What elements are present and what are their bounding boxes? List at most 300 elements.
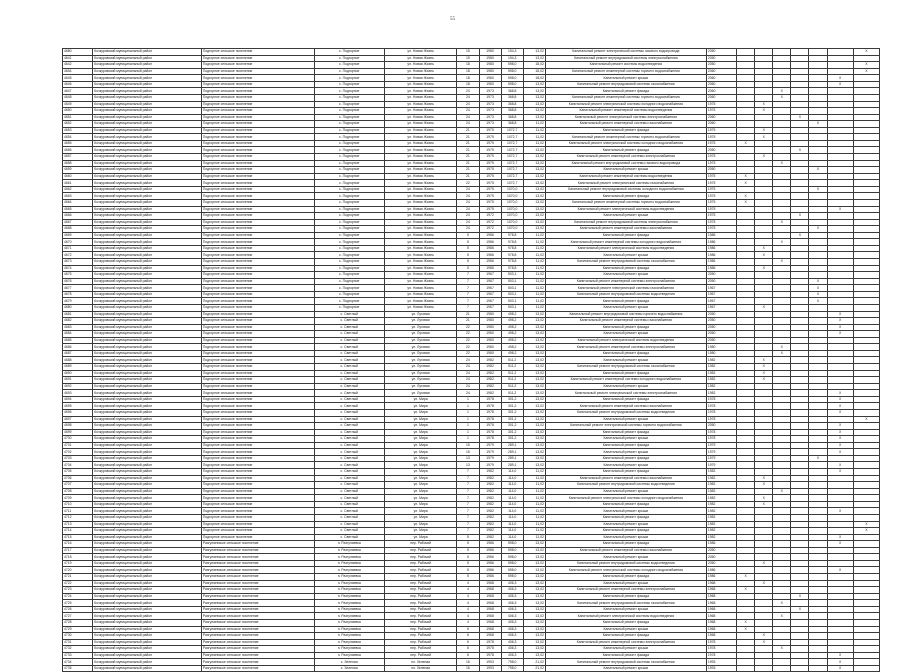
area-cell: 598,0 (501, 81, 523, 88)
street-cell: ул. Мира (384, 534, 456, 541)
cost-cell: 13,02 (523, 580, 545, 587)
street-cell: ул. Мира (384, 416, 456, 423)
area-cell: 511,2 (501, 383, 523, 390)
work-type-cell: Капитальный ремонт электрической системы водоотведения (545, 613, 706, 620)
work-type-cell: Капитальный ремонт крыши (545, 304, 706, 311)
settlement-cell: Подгорное сельское поселение (201, 81, 314, 88)
planned-period-cell: 1975 (706, 226, 736, 233)
locality-cell: с. Подгорное (314, 291, 384, 298)
period-mark-cell: X (737, 180, 755, 187)
locality-cell: с. Подгорное (314, 134, 384, 141)
planned-period-cell: 1986 (706, 245, 736, 252)
street-cell: ул. Новая Жизнь (384, 252, 456, 259)
street-cell: ул. Новая Жизнь (384, 81, 456, 88)
settlement-cell: Подгорное сельское поселение (201, 272, 314, 279)
planned-period-cell: 1979 (706, 442, 736, 449)
work-type-cell: Капитальный ремонт крыши (545, 383, 706, 390)
district-cell: Кочкуровский муниципальный район (93, 108, 202, 115)
locality-cell: с. Подгорное (314, 186, 384, 193)
planned-period-cell: 1978 (706, 416, 736, 423)
period-mark-cell: X (827, 409, 853, 416)
work-type-cell: Капитальный ремонт крыши (545, 521, 706, 528)
street-cell: ул. Новая Жизнь (384, 140, 456, 147)
house-number-cell: 7 (457, 495, 479, 502)
house-number-cell: 24 (457, 193, 479, 200)
cost-cell: 13,02 (523, 160, 545, 167)
period-mark-cell: X (853, 416, 879, 423)
work-type-cell: Капитальный ремонт электрической системы газового водопровода (545, 49, 706, 56)
house-number-cell: 7 (457, 521, 479, 528)
area-cell: 406,3 (501, 600, 523, 607)
row-number: 4733 (63, 652, 93, 659)
cost-cell: 13,02 (523, 377, 545, 384)
work-type-cell: Капитальный ремонт внутридомовой системы водоотведения (545, 409, 706, 416)
cost-cell: 13,02 (523, 383, 545, 390)
locality-cell: с. Светлый (314, 442, 384, 449)
planned-period-cell: 2060 (706, 75, 736, 82)
year-built-cell: 1967 (479, 291, 501, 298)
locality-cell: с. Подгорное (314, 259, 384, 266)
street-cell: ул. Мира (384, 482, 456, 489)
district-cell: Кочкуровский муниципальный район (93, 508, 202, 515)
house-number-cell: 24 (457, 206, 479, 213)
row-number: 4678 (63, 291, 93, 298)
work-type-cell: Капитальный ремонт электрической системы электроснабжения (545, 114, 706, 121)
street-cell: ул. Новая Жизнь (384, 55, 456, 62)
street-cell: ул. Новая Жизнь (384, 75, 456, 82)
street-cell: ул. Новая Жизнь (384, 278, 456, 285)
house-number-cell: 7 (457, 285, 479, 292)
period-mark-cell: X (809, 285, 827, 292)
district-cell: Кочкуровский муниципальный район (93, 554, 202, 561)
district-cell: Кочкуровский муниципальный район (93, 127, 202, 134)
locality-cell: с. Светлый (314, 416, 384, 423)
district-cell: Кочкуровский муниципальный район (93, 160, 202, 167)
row-number: 4697 (63, 416, 93, 423)
locality-cell: с. Светлый (314, 429, 384, 436)
locality-cell: с. Подгорное (314, 180, 384, 187)
row-number: 4677 (63, 285, 93, 292)
district-cell: Кочкуровский муниципальный район (93, 574, 202, 581)
cost-cell: 13,02 (523, 626, 545, 633)
settlement-cell: Подгорное сельское поселение (201, 508, 314, 515)
street-cell: ул. Новая Жизнь (384, 127, 456, 134)
planned-period-cell: 1982 (706, 482, 736, 489)
planned-period-cell: 1986 (706, 567, 736, 574)
area-cell: 598,0 (501, 547, 523, 554)
district-cell: Кочкуровский муниципальный район (93, 173, 202, 180)
area-cell: 1072,7 (501, 134, 523, 141)
work-type-cell: Капитальный ремонт внутридомовой системы холодного водоснабжения (545, 186, 706, 193)
planned-period-cell: 1982 (706, 528, 736, 535)
settlement-cell: Подгорное сельское поселение (201, 167, 314, 174)
row-number: 4692 (63, 383, 93, 390)
locality-cell: с. Подгорное (314, 213, 384, 220)
period-mark-cell: X (809, 167, 827, 174)
cost-cell: 13,02 (523, 554, 545, 561)
year-built-cell: 1980 (479, 350, 501, 357)
period-mark-cell: X (827, 206, 853, 213)
street-cell: пер. Рабочий (384, 574, 456, 581)
area-cell: 368,8 (501, 101, 523, 108)
locality-cell: с. Подгорное (314, 304, 384, 311)
district-cell: Кочкуровский муниципальный район (93, 521, 202, 528)
year-built-cell: 1968 (479, 600, 501, 607)
cost-cell: 11,02 (523, 232, 545, 239)
locality-cell: с. Подгорное (314, 272, 384, 279)
planned-period-cell: 1978 (706, 403, 736, 410)
house-number-cell: 21 (457, 167, 479, 174)
period-mark-cell: X (791, 114, 809, 121)
settlement-cell: Подгорное сельское поселение (201, 429, 314, 436)
work-type-cell: Капитальный ремонт инженерной системы горячего водоснабжения (545, 68, 706, 75)
work-type-cell: Капитальный ремонт инженерной системы горячего водоснабжения (545, 134, 706, 141)
house-number-cell: 7 (457, 469, 479, 476)
cost-cell: 13,02 (523, 186, 545, 193)
street-cell: ул. Мира (384, 469, 456, 476)
locality-cell: с. Подгорное (314, 173, 384, 180)
street-cell: ул. Новая Жизнь (384, 62, 456, 69)
house-number-cell: 21 (457, 127, 479, 134)
area-cell: 598,0 (501, 567, 523, 574)
row-number: 4647 (63, 88, 93, 95)
district-cell: Кочкуровский муниципальный район (93, 364, 202, 371)
work-type-cell: Капитальный ремонт инженерной системы газоснабжения (545, 475, 706, 482)
district-cell: Кочкуровский муниципальный район (93, 226, 202, 233)
planned-period-cell: 1975 (706, 108, 736, 115)
district-cell: Кочкуровский муниципальный район (93, 304, 202, 311)
street-cell: ул. Новая Жизнь (384, 291, 456, 298)
cost-cell: 13,02 (523, 364, 545, 371)
settlement-cell: Разгуляевское сельское поселение (201, 580, 314, 587)
row-number: 4675 (63, 272, 93, 279)
cost-cell: 13,02 (523, 429, 545, 436)
period-mark-cell: X (791, 593, 809, 600)
work-type-cell: Капитальный ремонт инженерной системы газоснабжения (545, 226, 706, 233)
street-cell: пер. Рабочий (384, 613, 456, 620)
year-built-cell: 1986 (479, 259, 501, 266)
cost-cell: 13,02 (523, 318, 545, 325)
settlement-cell: Разгуляевское сельское поселение (201, 639, 314, 646)
district-cell: Кочкуровский муниципальный район (93, 528, 202, 535)
house-number-cell: 7 (457, 514, 479, 521)
settlement-cell: Подгорное сельское поселение (201, 147, 314, 154)
house-number-cell: 24 (457, 213, 479, 220)
planned-period-cell: 1986 (706, 265, 736, 272)
period-mark-cell: X (827, 396, 853, 403)
house-number-cell: 13 (457, 455, 479, 462)
settlement-cell: Подгорное сельское поселение (201, 396, 314, 403)
row-number: 4657 (63, 154, 93, 161)
area-cell: 301,2 (501, 429, 523, 436)
period-mark-cell: X (827, 665, 853, 672)
planned-period-cell: 1967 (706, 304, 736, 311)
work-type-cell: Капитальный ремонт инженерной системы водоотведения (545, 108, 706, 115)
planned-period-cell: 1968 (706, 633, 736, 640)
area-cell: 503,1 (501, 304, 523, 311)
street-cell: ул. Мира (384, 508, 456, 515)
locality-cell: с. Светлый (314, 370, 384, 377)
locality-cell: п. Разгуляевка (314, 639, 384, 646)
settlement-cell: Разгуляевское сельское поселение (201, 626, 314, 633)
cost-cell: 11,02 (523, 127, 545, 134)
district-cell: Кочкуровский муниципальный район (93, 344, 202, 351)
row-number: 4715 (63, 534, 93, 541)
district-cell: Кочкуровский муниципальный район (93, 75, 202, 82)
row-number: 4674 (63, 265, 93, 272)
year-built-cell: 1978 (479, 416, 501, 423)
street-cell: ул. Мира (384, 455, 456, 462)
street-cell: ул. Луговая (384, 311, 456, 318)
area-cell: 1070,0 (501, 206, 523, 213)
cost-cell: 13,02 (523, 390, 545, 397)
work-type-cell: Капитальный ремонт фасада (545, 574, 706, 581)
locality-cell: с. Светлый (314, 390, 384, 397)
work-type-cell: Капитальный ремонт инженерной системы холодного водоснабжения (545, 239, 706, 246)
year-built-cell: 1975 (479, 154, 501, 161)
year-built-cell: 1986 (479, 245, 501, 252)
cost-cell: 13,02 (523, 108, 545, 115)
area-cell: 498,2 (501, 311, 523, 318)
row-number: 4719 (63, 560, 93, 567)
work-type-cell: Капитальный ремонт крыши (545, 213, 706, 220)
work-type-cell: Капитальный ремонт инженерной системы электроснабжения (545, 278, 706, 285)
planned-period-cell: 1978 (706, 409, 736, 416)
street-cell: пер. Рабочий (384, 580, 456, 587)
cost-cell: 13,02 (523, 337, 545, 344)
year-built-cell: 1967 (479, 298, 501, 305)
street-cell: ул. Новая Жизнь (384, 193, 456, 200)
row-number: 4671 (63, 245, 93, 252)
row-number: 4716 (63, 541, 93, 548)
year-built-cell: 1980 (479, 49, 501, 56)
cost-cell: 11,02 (523, 121, 545, 128)
district-cell: Кочкуровский муниципальный район (93, 337, 202, 344)
work-type-cell: Капитальный ремонт инженерной системы газоснабжения (545, 121, 706, 128)
locality-cell: п. Разгуляевка (314, 600, 384, 607)
row-number: 4725 (63, 600, 93, 607)
year-built-cell: 1978 (479, 646, 501, 653)
district-cell: Кочкуровский муниципальный район (93, 639, 202, 646)
settlement-cell: Подгорное сельское поселение (201, 121, 314, 128)
year-built-cell: 1986 (479, 567, 501, 574)
row-number: 4641 (63, 55, 93, 62)
cost-cell: 11,02 (523, 140, 545, 147)
area-cell: 1072,7 (501, 173, 523, 180)
row-number: 4709 (63, 495, 93, 502)
work-type-cell: Капитальный ремонт фасада (545, 127, 706, 134)
house-number-cell: 7 (457, 501, 479, 508)
area-cell: 301,2 (501, 436, 523, 443)
cost-cell: 13,02 (523, 180, 545, 187)
cost-cell: 13,02 (523, 344, 545, 351)
period-mark-cell: X (737, 173, 755, 180)
area-cell: 406,3 (501, 580, 523, 587)
district-cell: Кочкуровский муниципальный район (93, 206, 202, 213)
area-cell: 978,8 (501, 232, 523, 239)
district-cell: Кочкуровский муниципальный район (93, 252, 202, 259)
area-cell: 194,3 (501, 55, 523, 62)
year-built-cell: 1975 (479, 134, 501, 141)
planned-period-cell: 1993 (706, 665, 736, 672)
locality-cell: п. Разгуляевка (314, 560, 384, 567)
period-mark-cell: X (827, 442, 853, 449)
area-cell: 498,2 (501, 337, 523, 344)
area-cell: 978,8 (501, 245, 523, 252)
period-mark-cell: X (755, 364, 773, 371)
work-type-cell: Капитальный ремонт крыши (545, 488, 706, 495)
street-cell: ул. Новая Жизнь (384, 101, 456, 108)
row-number: 4670 (63, 239, 93, 246)
year-built-cell: 1975 (479, 160, 501, 167)
house-number-cell: 21 (457, 154, 479, 161)
district-cell: Кочкуровский муниципальный район (93, 436, 202, 443)
row-number: 4682 (63, 318, 93, 325)
settlement-cell: Подгорное сельское поселение (201, 304, 314, 311)
planned-period-cell: 2050 (706, 337, 736, 344)
year-built-cell: 1968 (479, 606, 501, 613)
district-cell: Кочкуровский муниципальный район (93, 245, 202, 252)
house-number-cell: 7 (457, 272, 479, 279)
settlement-cell: Подгорное сельское поселение (201, 409, 314, 416)
house-number-cell: 24 (457, 377, 479, 384)
year-built-cell: 1972 (479, 213, 501, 220)
cost-cell: 11,02 (523, 488, 545, 495)
locality-cell: с. Светлый (314, 534, 384, 541)
row-number: 4734 (63, 659, 93, 666)
district-cell: Кочкуровский муниципальный район (93, 475, 202, 482)
planned-period-cell: 2050 (706, 278, 736, 285)
house-number-cell: 5 (457, 239, 479, 246)
street-cell: ул. Мира (384, 475, 456, 482)
house-number-cell: 1 (457, 429, 479, 436)
house-number-cell: 15 (457, 55, 479, 62)
settlement-cell: Подгорное сельское поселение (201, 291, 314, 298)
settlement-cell: Подгорное сельское поселение (201, 239, 314, 246)
settlement-cell: Разгуляевское сельское поселение (201, 567, 314, 574)
year-built-cell: 1972 (479, 219, 501, 226)
district-cell: Кочкуровский муниципальный район (93, 541, 202, 548)
settlement-cell: Разгуляевское сельское поселение (201, 606, 314, 613)
row-number: 4726 (63, 606, 93, 613)
area-cell: 1072,7 (501, 154, 523, 161)
locality-cell: с. Подгорное (314, 199, 384, 206)
planned-period-cell: 1978 (706, 639, 736, 646)
period-mark-cell (809, 665, 827, 672)
row-number: 4653 (63, 127, 93, 134)
street-cell: пер. Рабочий (384, 593, 456, 600)
district-cell: Кочкуровский муниципальный район (93, 278, 202, 285)
work-type-cell: Капитальный ремонт крыши (545, 508, 706, 515)
planned-period-cell: 1979 (706, 449, 736, 456)
period-mark-cell: X (773, 613, 791, 620)
year-built-cell: 1982 (479, 370, 501, 377)
year-built-cell: 1982 (479, 508, 501, 515)
row-number: 4650 (63, 108, 93, 115)
district-cell: Кочкуровский муниципальный район (93, 219, 202, 226)
street-cell: ул. Мира (384, 436, 456, 443)
row-number: 4668 (63, 226, 93, 233)
period-mark-cell: X (755, 154, 773, 161)
row-number: 4662 (63, 186, 93, 193)
district-cell: Кочкуровский муниципальный район (93, 331, 202, 338)
settlement-cell: Подгорное сельское поселение (201, 88, 314, 95)
house-number-cell: 21 (457, 173, 479, 180)
period-mark-cell: X (773, 160, 791, 167)
street-cell: ул. Луговая (384, 324, 456, 331)
street-cell: пер. Рабочий (384, 541, 456, 548)
house-number-cell: 4 (457, 593, 479, 600)
year-built-cell: 1973 (479, 101, 501, 108)
row-number: 4690 (63, 370, 93, 377)
settlement-cell: Разгуляевское сельское поселение (201, 574, 314, 581)
district-cell: Кочкуровский муниципальный район (93, 665, 202, 672)
district-cell: Кочкуровский муниципальный район (93, 409, 202, 416)
row-number: 4679 (63, 298, 93, 305)
area-cell: 114,0 (501, 514, 523, 521)
planned-period-cell: 1986 (706, 252, 736, 259)
house-number-cell: 1 (457, 396, 479, 403)
year-built-cell: 1982 (479, 488, 501, 495)
district-cell: Кочкуровский муниципальный район (93, 567, 202, 574)
district-cell: Кочкуровский муниципальный район (93, 469, 202, 476)
period-mark-cell (755, 665, 773, 672)
settlement-cell: Подгорное сельское поселение (201, 101, 314, 108)
planned-period-cell: 1982 (706, 383, 736, 390)
planned-period-cell: 1968 (706, 580, 736, 587)
settlement-cell: Подгорное сельское поселение (201, 528, 314, 535)
period-mark-cell: X (737, 574, 755, 581)
street-cell: ул. Новая Жизнь (384, 147, 456, 154)
planned-period-cell: 2050 (706, 331, 736, 338)
street-cell: ул. Новая Жизнь (384, 219, 456, 226)
locality-cell: п. Разгуляевка (314, 574, 384, 581)
work-type-cell: Капитальный ремонт фасада (545, 350, 706, 357)
work-type-cell: Капитальный ремонт фасада (545, 298, 706, 305)
planned-period-cell: 1982 (706, 514, 736, 521)
settlement-cell: Разгуляевское сельское поселение (201, 560, 314, 567)
period-mark-cell: X (773, 600, 791, 607)
planned-period-cell: 1986 (706, 232, 736, 239)
area-cell: 503,1 (501, 278, 523, 285)
cost-cell: 13,02 (523, 101, 545, 108)
period-mark-cell: X (809, 121, 827, 128)
period-mark-cell: X (755, 580, 773, 587)
area-cell: 368,8 (501, 121, 523, 128)
cost-cell: 18,02 (523, 62, 545, 69)
area-cell: 511,2 (501, 390, 523, 397)
district-cell: Кочкуровский муниципальный район (93, 659, 202, 666)
period-mark-cell: X (809, 455, 827, 462)
locality-cell: с. Светлый (314, 377, 384, 384)
locality-cell: п. Разгуляевка (314, 580, 384, 587)
settlement-cell: Подгорное сельское поселение (201, 206, 314, 213)
locality-cell: с. Светлый (314, 462, 384, 469)
district-cell: Кочкуровский муниципальный район (93, 580, 202, 587)
district-cell: Кочкуровский муниципальный район (93, 199, 202, 206)
area-cell: 511,2 (501, 370, 523, 377)
settlement-cell: Подгорное сельское поселение (201, 180, 314, 187)
locality-cell: с. Подгорное (314, 81, 384, 88)
house-number-cell: 22 (457, 331, 479, 338)
planned-period-cell: 1978 (706, 646, 736, 653)
planned-period-cell: 1975 (706, 193, 736, 200)
house-number-cell: 22 (457, 337, 479, 344)
work-type-cell: Капитальный ремонт крыши (545, 646, 706, 653)
district-cell: Кочкуровский муниципальный район (93, 396, 202, 403)
row-number: 4654 (63, 68, 93, 75)
period-mark-cell: X (755, 370, 773, 377)
